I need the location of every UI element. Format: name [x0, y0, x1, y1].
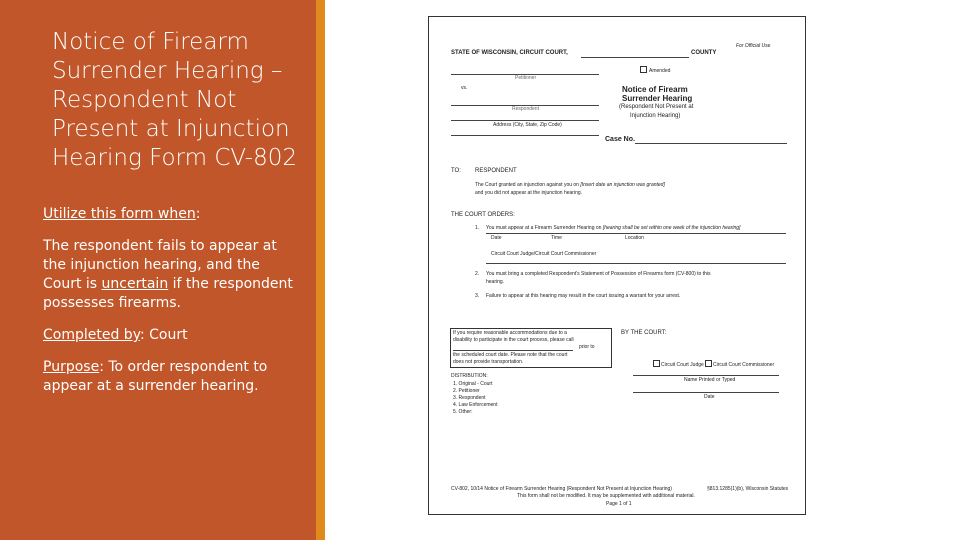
- item-2-text-b: hearing.: [486, 279, 505, 285]
- distribution-item-4: 4. Law Enforcement: [453, 402, 498, 408]
- utilize-text-2: if the respondent possesses firearms.: [43, 276, 293, 311]
- time-label: Time: [551, 235, 562, 241]
- court-caption: STATE OF WISCONSIN, CIRCUIT COURT,: [451, 50, 568, 56]
- judge-line-label: Circuit Court Judge/Circuit Court Commissioner: [491, 251, 597, 257]
- utilize-colon: :: [195, 206, 201, 222]
- item-3-number: 3.: [475, 293, 480, 299]
- left-panel: [0, 0, 316, 540]
- item-2-text: You must bring a completed Respondent's Statement of Possession of Firearms form (CV-800) to this: [486, 271, 711, 277]
- commissioner-checkbox[interactable]: [705, 360, 712, 367]
- amended-label: Amended: [649, 68, 671, 74]
- distribution-item-1: 1. Original - Court: [453, 381, 493, 387]
- accommodation-phone-line: [453, 350, 573, 351]
- hearing-info-line: [486, 233, 786, 234]
- completed-by-label: Completed by: [43, 327, 140, 343]
- accommodation-line-4: the scheduled court date. Please note that the court: [453, 352, 568, 358]
- case-no-line: [635, 143, 787, 144]
- accommodation-line-5: does not provide transportation.: [453, 359, 524, 365]
- paragraph-1-italic: [Insert date an injunction was granted]: [580, 182, 665, 188]
- form-title-1: Notice of Firearm: [622, 85, 688, 94]
- slide-title: Notice of Firearm Surrender Hearing – Respondent Not Present at Injunction Hearing Form CV-802: [52, 29, 297, 171]
- address-label: Address (City, State, Zip Code): [493, 122, 562, 128]
- item-1: [486, 225, 740, 231]
- paragraph-1-text: The Court granted an injunction against you on: [475, 182, 579, 188]
- distribution-item-3: 3. Respondent: [453, 395, 486, 401]
- vs-label: vs.: [461, 85, 468, 91]
- paragraph-1b: and you did not appear at the injunction hearing.: [475, 190, 583, 196]
- completed-by-text: : Court: [139, 327, 188, 343]
- to-label: TO:: [451, 168, 461, 174]
- utilize-underlined: uncertain: [101, 276, 169, 292]
- address-line: [451, 120, 599, 121]
- to-respondent: RESPONDENT: [475, 168, 517, 174]
- judge-checkbox-label: Circuit Court Judge: [661, 362, 704, 368]
- accommodation-line-1: If you require reasonable accommodations due to a: [453, 330, 567, 336]
- purpose-paragraph: [43, 358, 301, 396]
- date-label: Date: [491, 235, 502, 241]
- judge-checkbox[interactable]: [653, 360, 660, 367]
- commissioner-checkbox-label: Circuit Court Commissioner: [713, 362, 775, 368]
- footer-page: Page 1 of 1: [606, 501, 632, 507]
- completed-by-paragraph: [43, 326, 301, 345]
- panel-accent-edge: [316, 0, 325, 540]
- by-the-court-label: BY THE COURT:: [621, 330, 667, 336]
- date-signed-line: [633, 392, 779, 393]
- footer-statute: §813.1285(1)(b), Wisconsin Statutes: [707, 486, 789, 492]
- judge-line: [486, 263, 786, 264]
- county-label: COUNTY: [691, 50, 717, 56]
- court-orders-heading: THE COURT ORDERS:: [451, 212, 515, 218]
- footer-notice: This form shall not be modified. It may be supplemented with additional material.: [517, 493, 695, 499]
- form-thumbnail: [428, 16, 806, 515]
- accommodation-line-2: disability to participate in the court process, please call: [453, 337, 574, 343]
- item-1-italic: [hearing shall be set within one week of the injunction hearing]: [602, 225, 741, 231]
- footer-form-id: CV-802, 10/14 Notice of Firearm Surrender Hearing (Respondent Not Present at Injunction Hearing): [451, 486, 672, 492]
- distribution-item-5: 5. Other:: [453, 409, 473, 415]
- form-page: [429, 17, 805, 514]
- accommodation-line-3: prior to: [579, 344, 595, 350]
- utilize-paragraph: [43, 205, 301, 224]
- name-printed-line: [633, 375, 779, 376]
- address-line-2: [451, 135, 599, 136]
- purpose-label: Purpose: [43, 359, 100, 375]
- utilize-text-1: The respondent fails to appear at the injunction hearing, and the Court is: [43, 238, 277, 292]
- case-no-label: Case No.: [605, 136, 635, 143]
- slide-body: [43, 205, 301, 409]
- utilize-label: Utilize this form when: [43, 206, 196, 222]
- purpose-text: : To order respondent to appear at a surrender hearing.: [43, 359, 268, 394]
- item-3-text: Failure to appear at this hearing may result in the court issuing a warrant for your arrest.: [486, 293, 681, 299]
- official-use-label: For Official Use: [736, 43, 771, 49]
- item-1-number: 1.: [475, 225, 480, 231]
- item-1-text: You must appear at a Firearm Surrender Hearing on: [486, 225, 602, 231]
- location-label: Location: [625, 235, 644, 241]
- county-line: [581, 57, 689, 58]
- form-title-4: Injunction Hearing): [630, 113, 681, 119]
- utilize-description: [43, 237, 301, 313]
- item-2-number: 2.: [475, 271, 480, 277]
- distribution-heading: DISTRIBUTION:: [451, 373, 488, 379]
- amended-checkbox[interactable]: [640, 66, 647, 73]
- respondent-label: Respondent: [512, 106, 539, 112]
- distribution-item-2: 2. Petitioner: [453, 388, 480, 394]
- form-title-3: (Respondent Not Present at: [619, 104, 694, 110]
- form-title-2: Surrender Hearing: [622, 94, 693, 103]
- date-signed-label: Date: [704, 394, 715, 400]
- petitioner-label: Petitioner: [515, 75, 537, 81]
- name-printed-label: Name Printed or Typed: [684, 377, 736, 383]
- paragraph-1: [475, 182, 665, 188]
